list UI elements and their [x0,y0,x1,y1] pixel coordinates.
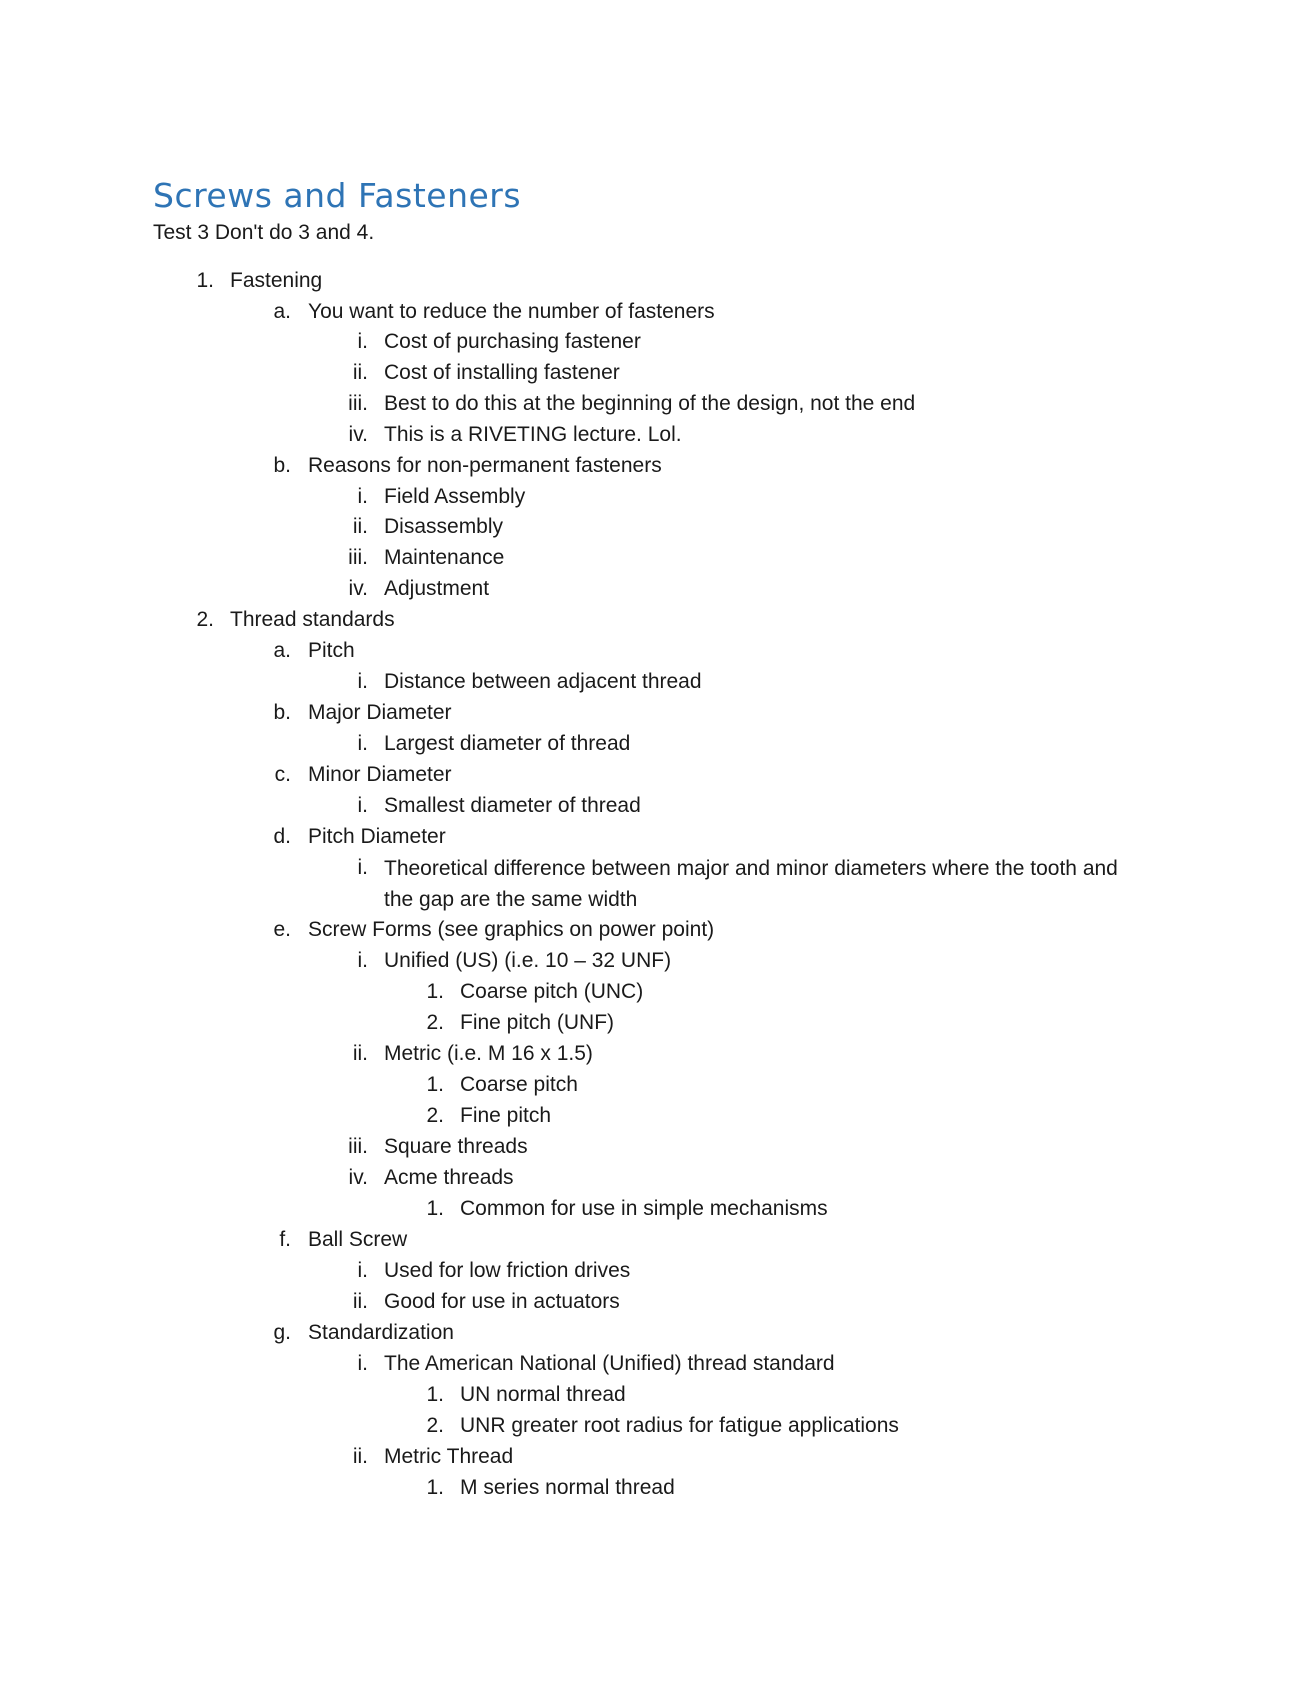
document-title: Screws and Fasteners [153,176,522,215]
outline-item [0,760,1306,790]
outline-item [0,420,1306,450]
outline-marker: i. [357,670,368,693]
outline-marker: ii. [352,361,368,384]
outline-marker: ii. [352,515,368,538]
outline-text: Good for use in actuators [384,1290,620,1313]
outline-marker: 2. [196,608,214,631]
outline-item [0,1287,1306,1317]
outline-text: UN normal thread [460,1383,626,1406]
outline-item [0,1318,1306,1348]
outline-marker: ii. [352,1042,368,1065]
outline-text: Metric (i.e. M 16 x 1.5) [384,1042,593,1065]
outline-marker: iii. [348,546,368,569]
outline-item [0,698,1306,728]
outline-marker: f. [279,1228,291,1251]
outline-marker: iv. [348,1166,368,1189]
outline-text: You want to reduce the number of fasteners [308,300,715,323]
outline-text: Fine pitch (UNF) [460,1011,615,1034]
outline-item [0,297,1306,327]
outline-text: Maintenance [384,546,505,569]
outline-text: Square threads [384,1135,528,1158]
outline-marker: i. [357,485,368,508]
outline-item [0,358,1306,388]
outline-text: Fastening [230,269,323,292]
outline-item [0,605,1306,635]
outline-item [0,1070,1306,1100]
outline-item [0,451,1306,481]
outline-item [0,853,1306,915]
outline-marker: 1. [426,1383,444,1406]
outline-text: Coarse pitch (UNC) [460,980,644,1003]
outline-marker: b. [273,701,291,724]
outline-item [0,1194,1306,1224]
outline-marker: a. [273,300,291,323]
outline-marker: ii. [352,1290,368,1313]
outline-item [0,1008,1306,1038]
outline-item [0,1225,1306,1255]
outline-marker: 1. [426,1197,444,1220]
outline-item [0,791,1306,821]
outline-marker: 1. [426,980,444,1003]
outline-marker: c. [274,763,291,786]
outline-item [0,1163,1306,1193]
document-subtitle: Test 3 Don't do 3 and 4. [153,221,375,244]
outline-marker: 2. [426,1104,444,1127]
outline-text: The American National (Unified) thread standard [384,1352,835,1375]
outline-item [0,543,1306,573]
outline-marker: d. [273,825,291,848]
outline-text: Distance between adjacent thread [384,670,702,693]
outline-marker: i. [357,1259,368,1282]
outline-item [0,482,1306,512]
outline-item [0,1380,1306,1410]
outline-text: Theoretical difference between major and minor diameters where the tooth and the gap are the same width [384,857,1118,911]
outline-text: Major Diameter [308,701,452,724]
outline-item [0,946,1306,976]
outline-text: Best to do this at the beginning of the design, not the end [384,392,916,415]
outline-marker: 1. [426,1073,444,1096]
outline-text: Pitch Diameter [308,825,446,848]
outline-item [0,1349,1306,1379]
outline-marker: ii. [352,1445,368,1468]
outline-text: Adjustment [384,577,490,600]
outline-marker: 2. [426,1414,444,1437]
outline-item [0,1473,1306,1503]
outline-marker: i. [357,1352,368,1375]
outline-text: Fine pitch [460,1104,552,1127]
outline-text: Common for use in simple mechanisms [460,1197,828,1220]
outline-text: Cost of installing fastener [384,361,620,384]
outline-text: Acme threads [384,1166,514,1189]
outline-text: Unified (US) (i.e. 10 – 32 UNF) [384,949,672,972]
outline-text: Ball Screw [308,1228,408,1251]
outline-item [0,667,1306,697]
outline-text: Screw Forms (see graphics on power point) [308,918,715,941]
outline-marker: i. [357,330,368,353]
outline-text: UNR greater root radius for fatigue applications [460,1414,899,1437]
outline-item [0,636,1306,666]
outline-item [0,1132,1306,1162]
outline-marker: b. [273,454,291,477]
outline-item [0,1101,1306,1131]
outline-text: Coarse pitch [460,1073,578,1096]
outline-item [0,1442,1306,1472]
outline-text: Cost of purchasing fastener [384,330,641,353]
outline-marker: iv. [348,577,368,600]
outline-marker: iv. [348,423,368,446]
outline-marker: i. [357,949,368,972]
outline-item [0,1256,1306,1286]
outline-item [0,729,1306,759]
outline-text: Largest diameter of thread [384,732,631,755]
outline-marker: iii. [348,392,368,415]
outline-item [0,266,1306,296]
outline-item [0,574,1306,604]
outline-item [0,389,1306,419]
outline-text: Standardization [308,1321,454,1344]
outline-marker: iii. [348,1135,368,1158]
outline-marker: 2. [426,1011,444,1034]
outline-text: Minor Diameter [308,763,452,786]
outline-marker: i. [357,794,368,817]
outline-text: Disassembly [384,515,504,538]
outline-marker: 1. [426,1476,444,1499]
outline-item [0,327,1306,357]
outline-text: Reasons for non-permanent fasteners [308,454,662,477]
outline-text: Pitch [308,639,355,662]
outline-marker: 1. [196,269,214,292]
outline-text: M series normal thread [460,1476,675,1499]
outline-text: This is a RIVETING lecture. Lol. [384,423,682,446]
outline-text: Field Assembly [384,485,526,508]
outline-text: Used for low friction drives [384,1259,631,1282]
outline-marker: g. [273,1321,291,1344]
outline-text: Smallest diameter of thread [384,794,641,817]
outline-item [0,822,1306,852]
outline-marker: e. [273,918,291,941]
outline-text: Metric Thread [384,1445,514,1468]
outline-marker: a. [273,639,291,662]
outline-item [0,977,1306,1007]
outline-item [0,1411,1306,1441]
outline-item [0,512,1306,542]
outline-text: Thread standards [230,608,395,631]
outline-marker: i. [357,856,368,879]
outline-marker: i. [357,732,368,755]
outline-item [0,915,1306,945]
outline-item [0,1039,1306,1069]
